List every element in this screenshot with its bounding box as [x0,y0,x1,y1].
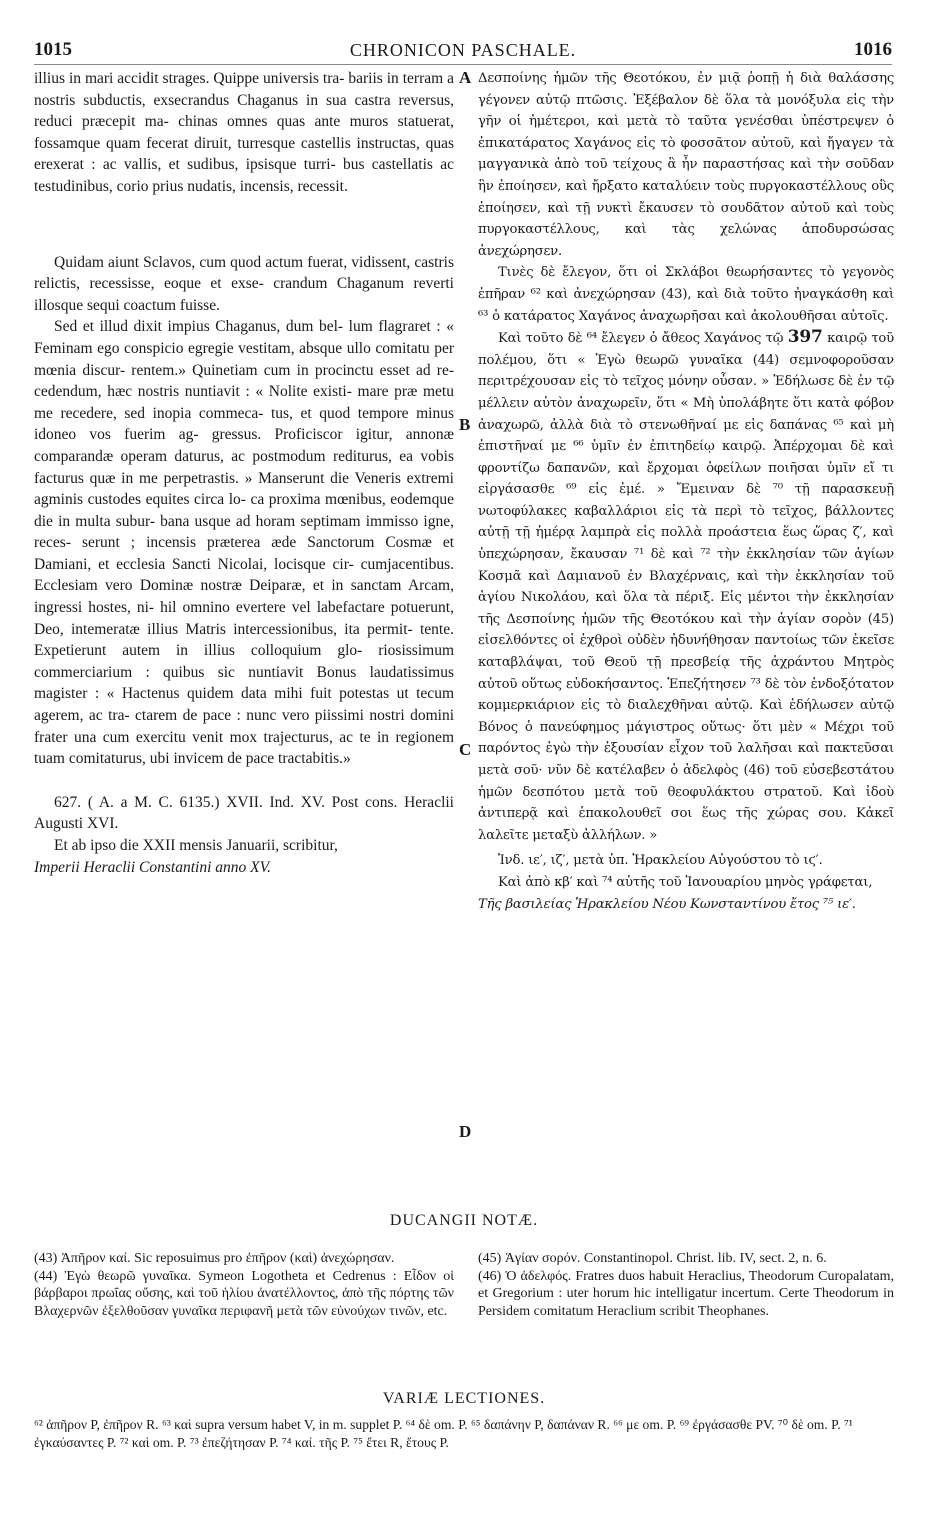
margin-marker-a: A [459,68,472,87]
notes-right-column [478,1250,894,1320]
variae-lectiones [34,1416,894,1451]
latin-italic-line: Imperii Heraclii Constantini anno XV. [34,858,271,876]
page-ref-number: 397 [787,327,823,348]
margin-marker-b: B [459,415,471,434]
greek-italic-line: Τῆς βασιλείας Ἡρακλείου Νέου Κωνσταντίνου ἔτος ⁷⁵ ιε′. [478,896,856,912]
notes-left-column [34,1250,454,1320]
latin-paragraph: Quidam aiunt Sclavos, cum quod actum fuerat, vidissent, castris relictis, recessisse, eoque et exse- crandum Chaganum reverti illosque sequi coactum fuisse. [34,253,454,314]
right-page-number: 1016 [854,39,892,60]
greek-date-line: Ἰνδ. ιε′, ιζ′, μετὰ ὑπ. Ἡρακλείου Αὐγούστου τὸ ιϛ′. [498,853,823,869]
left-page-number: 1015 [34,39,72,60]
book-title: CHRONICON PASCHALE. [349,39,577,60]
running-header [34,36,892,65]
greek-paragraph: Τινὲς δὲ ἔλεγον, ὅτι οἱ Σκλάβοι θεωρήσαντες τὸ γεγονὸς ἐπῆραν ⁶² καὶ ἀνεχώρησαν (43), καὶ διὰ τοῦτο ἠναγκάσθη καὶ ⁶³ ὁ κατάρατος Χαγάνος ἀναχωρῆσαι καὶ ἀκολουθῆσαι αὐτοῖς. [478,265,894,324]
footnote-44: (44) Ἐγὼ θεωρῶ γυναῖκα. Symeon Logotheta et Cedrenus : Εἶδον οἱ βάρβαροι πρωΐας οὔσης, καὶ τοῦ ἡλίου ἀνατέλλοντος, ἀπὸ τῆς πόρτης τῶν Βλαχερνῶν ἐξελθοῦσαν γυναῖκα περιφανῆ μετὰ τῶν εὐνούχων τινῶν, etc. [34,1268,454,1319]
footnote-43: (43) Ἀπῆρον καί. Sic reposuimus pro ἐπῆρον (καὶ) ἀνεχώρησαν. [34,1251,395,1266]
variant-readings: ⁶² ἀπῆρον P, ἐπῆρον R. ⁶³ καὶ supra versum habet V, in m. supplet P. ⁶⁴ δὲ om. P. ⁶⁵ δαπάνην P, δαπάναν R. ⁶⁶ με om. P. ⁶⁹ ἐργάσασθε PV. ⁷⁰ δὲ om. P. ⁷¹ ἐγκαύσαντες P. ⁷² καὶ om. P. ⁷³ ἐπεζήτησαν P. ⁷⁴ καί. τῆς P. ⁷⁵ ἔτει R, ἔτους P. [34,1417,853,1450]
greek-paragraph: Δεσποίνης ἡμῶν τῆς Θεοτόκου, ἐν μιᾷ ῥοπῇ ἡ διὰ θαλάσσης γέγονεν αὐτῷ πτῶσις. Ἐξέβαλον δὲ ὅλα τὰ μονόξυλα εἰς τὴν γῆν οἱ ἡμέτεροι, καὶ μετὰ τὸ ταῦτα γενέσθαι ὑπέστρεψεν ὁ ἐπικατάρατος Χαγάνος εἰς τὸ φοσσᾶτον αὐτοῦ, καὶ ἤγαγεν τὰ μαγγανικὰ ἀπὸ τοῦ τείχους ἃ ἦν παραστήσας καὶ τὴν σοῦδαν ἣν ἐποίησεν, καὶ ἤρξατο καταλύειν τοὺς πυργοκαστέλλους οὓς ἐποίησεν, καὶ τῇ νυκτὶ ἔκαυσεν τὸ σουδᾶτον αὐτοῦ καὶ τοὺς πυργοκαστέλλους, καὶ τὰς χελώνας ἀποδυρσώσας ἀνεχώρησεν. [478,71,894,259]
margin-marker-c: C [459,740,472,759]
latin-paragraph: illius in mari accidit strages. Quippe universis tra- bariis in terram a nostris subductis, exsecrandus Chaganus in sua castra reversus, reduci præcepit ma- chinas omnes quas ante muros statuerat, fossamque quam fecerat diruit, turresque castellis instructas, quas erexerat : ac vallis, et sudibus, ipsisque turri- bus castellatis ac testudinibus, corio prius nudatis, incensis, recessit. [34,70,454,195]
variae-heading: VARIÆ LECTIONES. [382,1390,546,1407]
greek-column [478,68,894,915]
latin-paragraph: Et ab ipso die XXII mensis Januarii, scribitur, [54,837,338,854]
margin-marker-d: D [459,1122,472,1141]
latin-date-line: 627. ( A. a M. C. 6135.) XVII. Ind. XV. Post cons. Heraclii Augusti XVI. [34,793,454,833]
greek-text: Καὶ τοῦτο δὲ ⁶⁴ ἔλεγεν ὁ ἄθεος Χαγάνος τῷ [498,331,788,347]
greek-text: καιρῷ τοῦ πολέμου, ὅτι « Ἐγὼ θεωρῶ γυναῖκα (44) σεμνοφοροῦσαν περιτρέχουσαν εἰς τὸ τεῖχος μόνην οὖσαν. » Ἐδήλωσε δὲ ἐν τῷ μέλλειν αὐτὸν ἀναχωρεῖν, ὅτι « Μὴ ὑπολάβητε ὅτι κατὰ φόβον ἀναχωρῶ, ἀλλὰ διὰ τὸ στενωθῆναί με εἰς δαπάνας ⁶⁵ καὶ μὴ ἐπιστῆναί με ⁶⁶ ὑμῖν ἐν ἐπιτηδείῳ καιρῷ. Ἀπέρχομαι δὲ καὶ φροντίζω δαπανῶν, καὶ ἔρχομαι ὀφείλων ποιῆσαι ὑμῖν εἴ τι εἰργάσασθε ⁶⁹ εἰς ἐμέ. » Ἔμειναν δὲ ⁷⁰ τῇ παρασκευῇ νωτοφύλακες καβαλλάριοι εἰς τὰ περὶ τὸ τεῖχος, βάλλοντες αὐτῇ τῇ ἡμέρᾳ λαμπρὰ εἰς πολλὰ προάστεια ἕως ὥρας ζ′, καὶ ὑπεχώρησαν, ἔκαυσαν ⁷¹ δὲ καὶ ⁷² τὴν ἐκκλησίαν τῶν ἁγίων Κοσμᾶ καὶ Δαμιανοῦ ἐν Βλαχέρναις, καὶ τὴν ἐκκλησίαν τοῦ ἁγίου Νικολάου, καὶ ὅλα τὰ πέριξ. Εἰς μέντοι τὴν ἐκκλησίαν τῆς Δεσποίνης ἡμῶν τῆς Θεοτόκου καὶ τὴν ἁγίαν σορὸν (45) εἰσελθόντες οἱ ἐχθροὶ οὐδὲν ἠδυνήθησαν παντοίως τῶν ἐκεῖσε καταβλάψαι, τοῦ Θεοῦ τῇ πρεσβείᾳ τῆς ἀχράντου Μητρὸς αὐτοῦ οὕτως εὐδοκήσαντος. Ἐπεζήτησεν ⁷³ δὲ τὸν ἐνδοξότατον κομμερκιάριον εἰς τὸ διαλεχθῆναι αὐτῷ. Καὶ ἐδήλωσεν αὐτῷ Βόνος ὁ πανεύφημος μάγιστρος οὕτως· ὅτι μὲν « Μέχρι τοῦ παρόντος ἐγὼ τὴν ἐξουσίαν εἶχον τοῦ λαλῆσαι καὶ πακτεῦσαι μετὰ σοῦ· νῦν δὲ κατέλαβεν ὁ ἀδελφὸς (46) τοῦ εὐσεβεστάτου ἡμῶν δεσπότου μετὰ τοῦ θεοφυλάκτου στρατοῦ. Καὶ ἰδοὺ ἀντιπερᾷ καὶ ἐπακολουθεῖ σοι ἕως τῆς χώρας σου. Κἀκεῖ λαλεῖτε μεταξὺ ἀλλήλων. » [478,331,894,843]
latin-column [34,68,454,878]
greek-paragraph [478,327,894,846]
footnote-45: (45) Ἁγίαν σορόν. Constantinopol. Christ. lib. IV, sect. 2, n. 6. [478,1251,827,1266]
footnote-46: (46) Ὁ ἀδελφός. Fratres duos habuit Heraclius, Theodorum Curopalatam, et Gregorium : uter horum hic intelligatur incertum. Certe Theodorum in Persidem comitatum Heraclium scribit Theophanes. [478,1268,894,1319]
latin-paragraph: Sed et illud dixit impius Chaganus, dum bel- lum flagraret : « Feminam ego conspicio egregie vestitam, absque ullo comitatu per mœnia discur- rentem.» Quinetiam cum in procinctu esset ad re- cedendum, hæc nostris nuntiavit : « Nolite existi- mare præ metu me recedere, sed inopia commeca- tus, et quod tempore minus idoneo vos fuerim ag- gressus. Proficiscor igitur, annonæ comparandæ operam daturus, ac postmodum rediturus, ea vobis facturus quæ in me perpetrastis. » Manserunt die Veneris extremi agminis custodes equites circa lo- ca proxima mœnibus, eodemque die in multa subur- bana usque ad horam septimam immisso igne, reces- serunt ; incensis præterea æde Sanctorum Cosmæ et Damiani, et ecclesia Sancti Nicolai, locisque cir- cumjacentibus. Ecclesiam vero Dominæ nostræ Deiparæ, et in sanctam Arcam, ingressi hostes, ni- hil omnino evertere vel labefactare potuerunt, Deo, intemeratæ illius Matris intercessionibus, ita permit- tente. Expetierunt autem in illius colloquium glo- riosissimum commerciarium : quibus sic nuntiavit Bonus laudatissimus magister : « Hactenus quidem data mihi fuit potestas ut tecum agerem, ac tra- ctarem de pace : nunc vero piissimi nostri domini frater una cum exercitu venit mox trajecturus, ac te in regionem tuam comitaturus, ubi invicem de pace tractabitis.» [34,318,454,768]
notes-heading: DUCANGII NOTÆ. [389,1212,539,1229]
greek-paragraph: Καὶ ἀπὸ κβ′ καὶ ⁷⁴ αὐτῆς τοῦ Ἰανουαρίου μηνὸς γράφεται, [498,874,873,890]
